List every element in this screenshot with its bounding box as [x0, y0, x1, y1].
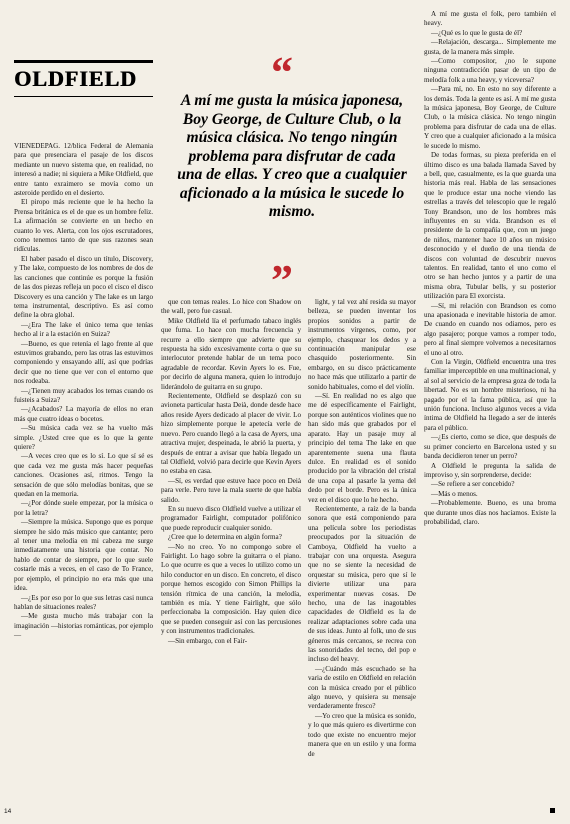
paragraph: Mike Oldfield lía el perfumado tabaco inglés que fuma. Lo hace con mucha frecuencia y recurre a ello siempre que advierte que su respuesta ha sido excesivamente corta o que su interlocutor pretende hablar de un tema poco agradable de recordar. Kevin Ayers lo es. Fue, por decirlo de alguna manera, quien lo introdujo liderándolo de guitarra en su grupo.	[161, 316, 301, 391]
paragraph: —Siempre la música. Supongo que es porque siempre he sido más músico que cantante; pero al tener una melodía en mi cabeza me surge inmediatamente una historia que contar. No hablo de contar de siempre, por lo que suele costarle más a veces, en el caso de To France, por ejemplo, el principio no era más que una idea.	[14, 518, 153, 593]
paragraph: —¿Acabados? La mayoría de ellos no eran más que cuatro ideas o bocetos.	[14, 405, 153, 423]
heading-bottom-rule	[14, 96, 153, 97]
pullquote-close-mark: ”	[271, 256, 293, 305]
article-end-mark	[550, 808, 555, 813]
paragraph: —Sí, es verdad que estuve hace poco en Deià para verle. Pero tuve la mala suerte de que había salido.	[161, 476, 301, 504]
paragraph: que con temas reales. Lo hice con Shadow on the wall, pero fue casual.	[161, 298, 301, 316]
article-column-1	[14, 142, 153, 641]
pullquote-open-mark: “	[271, 48, 293, 97]
paragraph: —¿Era The lake el único tema que tenías hecho al ir a la estación en Suiza?	[14, 320, 153, 339]
paragraph: —¿Por dónde suele empezar, por la música o por la letra?	[14, 499, 153, 517]
article-column-3	[308, 298, 416, 759]
paragraph: —Probablemente. Bueno, es una broma que durante unos días nos hacíamos. Existe la probabilidad, claro.	[424, 499, 556, 526]
paragraph: A mí me gusta el folk, pero también el heavy.	[424, 10, 556, 28]
paragraph: Recientemente, a raíz de la banda sonora que está componiendo para una película sobre los periodistas preocupados por la situación de Camboya, Oldfield ha vuelto a trabajar con una orquesta. Asegura que no se siente la necesidad de orquestar su música, pero que sí le divierte utilizar una para experimentar nuevas cosas. De hecho, una de las inagotables capacidades de Oldfield es la de realizar adaptaciones sobre cada una de sus ideas. Junto al folk, uno de sus géneros más cercanos, se recrea con las sonoridades del tecno, del pop e incluso del heavy.	[308, 504, 416, 664]
article-heading: OLDFIELD	[14, 66, 137, 91]
pullquote-text: A mí me gusta la música japonesa, Boy George, de Culture Club, o la música clásica. No tengo ningún problema para disfrutar de cada una de ellas. Y creo que a cualquier aficionado a la música le sucede lo mismo.	[177, 92, 407, 220]
paragraph: De todas formas, su pieza preferida en el último disco es una balada llamada Saved by a bell, que, casualmente, es la que guarda una historia más real. Habla de las sensaciones que le produce estar una noche viendo las estrellas a través del telescopio que le regaló Tony Brandson, uno de los hombres más influyentes en su vida. Brandson es el presidente de la compañía que, con un juego de niños, mantener hace 10 años un músico desconocido y el dueño de una tienda de discos con voluntad de descubrir nuevos talentos. En realidad, tanto el uno como el otro se han hecho juntos y a partir de una misma obra, Tubular bells, y su posterior utilización para El exorcista.	[424, 151, 556, 301]
paragraph: —Para mí, no. En esto no soy diferente a los demás. Toda la gente es así. A mí me gusta la música japonesa, Boy George, de Culture Club, o la música clásica. No tengo ningún problema para disfrutar de cada una de ellas. Y creo que a cualquier aficionado a la música le sucede lo mismo.	[424, 85, 556, 150]
article-column-2	[161, 298, 301, 646]
paragraph: —Más o menos.	[431, 489, 478, 498]
page-number: 14	[4, 808, 12, 815]
paragraph: —Sí, mi relación con Brandson es como una apasionada e inevitable historia de amor. De cuando en cuando nos odiamos, pero es algo pasajero; porque vamos a romper todo, pero al final siempre volvemos a necesitarnos el uno al otro.	[424, 301, 556, 357]
paragraph: —Yo creo que la música es sonido, y lo que más quiero es divertirme con todo que existe no encuentro mejor manera que en un estilo y una forma de	[308, 711, 416, 758]
paragraph: Con la Virgin, Oldfield encuentra una tres familiar imperceptible en una multinacional, y al sol al servicio de la empresa goza de toda la libertad. No es un hombre misterioso, ni ha pagado por el la fama pública, así que la unión funciona. Incluso algunos veces a vida íntima de Oldfield ha llegado a ser de interés para el público.	[424, 358, 556, 432]
heading-top-rule	[14, 60, 153, 63]
paragraph: —Su música cada vez se ha vuelto más simple. ¿Usted cree que es lo que la gente quiere?	[14, 424, 153, 451]
paragraph: A Oldfield le pregunta la salida de improviso y, sin sorprenderse, decide:	[424, 461, 556, 479]
paragraph: VIENEDEPAG. 12/blica Federal de Alemania para que presenciara el pasaje de los discos mediante un nuevo sistema que, en realidad, no interesó a nadie; ni siquiera a Mike Oldfield, que entre tanto exraimero se movía como un asteroide perdido en el desierto.	[14, 142, 153, 198]
paragraph: —Sí. En realidad no es algo que me dé específicamente el Fairlight, porque son auténticos violines que no han sido más que grabados por el aparato. Hay un pasaje muy al principio del tema The lake en que aparentemente suena una flauta dulce. En realidad es el sonido producido por la vibración del cristal de una copa al pasarle la yema del dedo por el borde. Pero es la única vez en el disco que lo he hecho.	[308, 392, 416, 504]
paragraph: —Sin embargo, con el Fair-	[168, 636, 248, 645]
paragraph: —¿Tienen muy acabados los temas cuando os fuisteis a Suiza?	[14, 386, 153, 404]
paragraph: En su nuevo disco Oldfield vuelve a utilizar el programador Fairlight, computador polifónico que puede reproducir cualquier sonido.	[161, 504, 301, 532]
paragraph: —A veces creo que es lo sí. Lo que sí sé es que cada vez me gusta más hacer pequeñas canciones. Ocasiones así, ritmos. Tengo la sensación de que sólo melodías bonitas, que se quedan en la memoria.	[14, 452, 153, 499]
paragraph: —Se refiere a ser concebido?	[431, 480, 515, 489]
paragraph: —Bueno, es que retenía el lago frente al que estuvimos grabando, pero las otras las estuvimos componiendo y ensayando allí, así que podrías decir que no tiene que ver con el entorno que nos rodeaba.	[14, 339, 153, 386]
paragraph: —¿Qué es lo que le gusta de él?	[431, 28, 523, 37]
paragraph: ¿Cree que lo determina en algún forma?	[168, 533, 282, 542]
paragraph: —Me gusta mucho más trabajar con la imaginación —historias románticas, por ejemplo—	[14, 612, 153, 640]
paragraph: Recientemente, Oldfield se desplazó con su avioneta particular hasta Deià, donde desde hace años reside Ayers dedicado al placer de vivir. Lo hizo simplemente porque le apetecía verle de nuevo. Pero cuando llegó a la casa de Ayers, una atractiva mujer, despeinada, le abrió la puerta, y después de entrar a avisar que había llegado un tal Oldfield, volvió para decirle que Kevin Ayers no estaba en casa.	[161, 392, 301, 476]
paragraph: —¿Cuándo más escuchado se ha varia de estilo en Oldfield en relación con la música creado por el público algo nuevo, y quisiera su mensaje verdaderamente fresco?	[308, 664, 416, 711]
paragraph: —¿Es cierto, como se dice, que después de su primer concierto en Barcelona usted y su banda decidieron tener un perro?	[424, 433, 556, 461]
paragraph: —Relajación, descarga... Simplemente me gusta, de la manera más simple.	[424, 38, 556, 56]
paragraph: —Como compositor, ¿no le supone ninguna contradicción pasar de un tipo de melodía folk a una heavy, y viceversa?	[424, 57, 556, 84]
paragraph: El haber pasado el disco un título, Discovery, y The lake, compuesto de los nombres de dos de las canciones que continúe es porque la fusión de las dos piezas refleja un poco el cisco el disco Discovery es una canción y The lake es un largo tema instrumental, descriptivo. Es así como define la obra global.	[14, 254, 153, 320]
article-column-4	[424, 10, 556, 527]
paragraph: El piropo más reciente que le ha hecho la Prensa británica es el de que es un hombre feliz. La afirmación se convierte en un hecho en cuanto lo ves. Alerta, con los ojos escrutadores, como tenemos tanto de que sus razones sean ridículas.	[14, 198, 153, 254]
paragraph: —¿Es por eso por lo que sus letras casi nunca hablan de situaciones reales?	[14, 593, 153, 611]
paragraph: light, y tal vez ahí resida su mayor belleza, se pueden inventar los propios sonidos a partir de instrumentos vírgenes, como, por ejemplo, chasquear los dedos y a continuación manipular ese chasquido posteriormente. Sin embargo, en su disco prácticamente no hace más que utilizarlo a partir de sonido habituales, como el del violín.	[308, 298, 416, 391]
paragraph: —No no creo. Yo no compongo sobre el Fairlight. Lo hago sobre la guitarra o el piano. Lo que ocurre es que a veces lo utilizo como un hilo conductor en un disco. En concreto, el disco porque hemos escogido con Simon Phillips la tensión rítmica de una canción, la melodía, también es mía. Y tiene Fairlight, que sólo perfeccionaba la composición. Hay quien dice que se pueden conseguir así con las percusiones y con instrumentos tradicionales.	[161, 542, 301, 636]
